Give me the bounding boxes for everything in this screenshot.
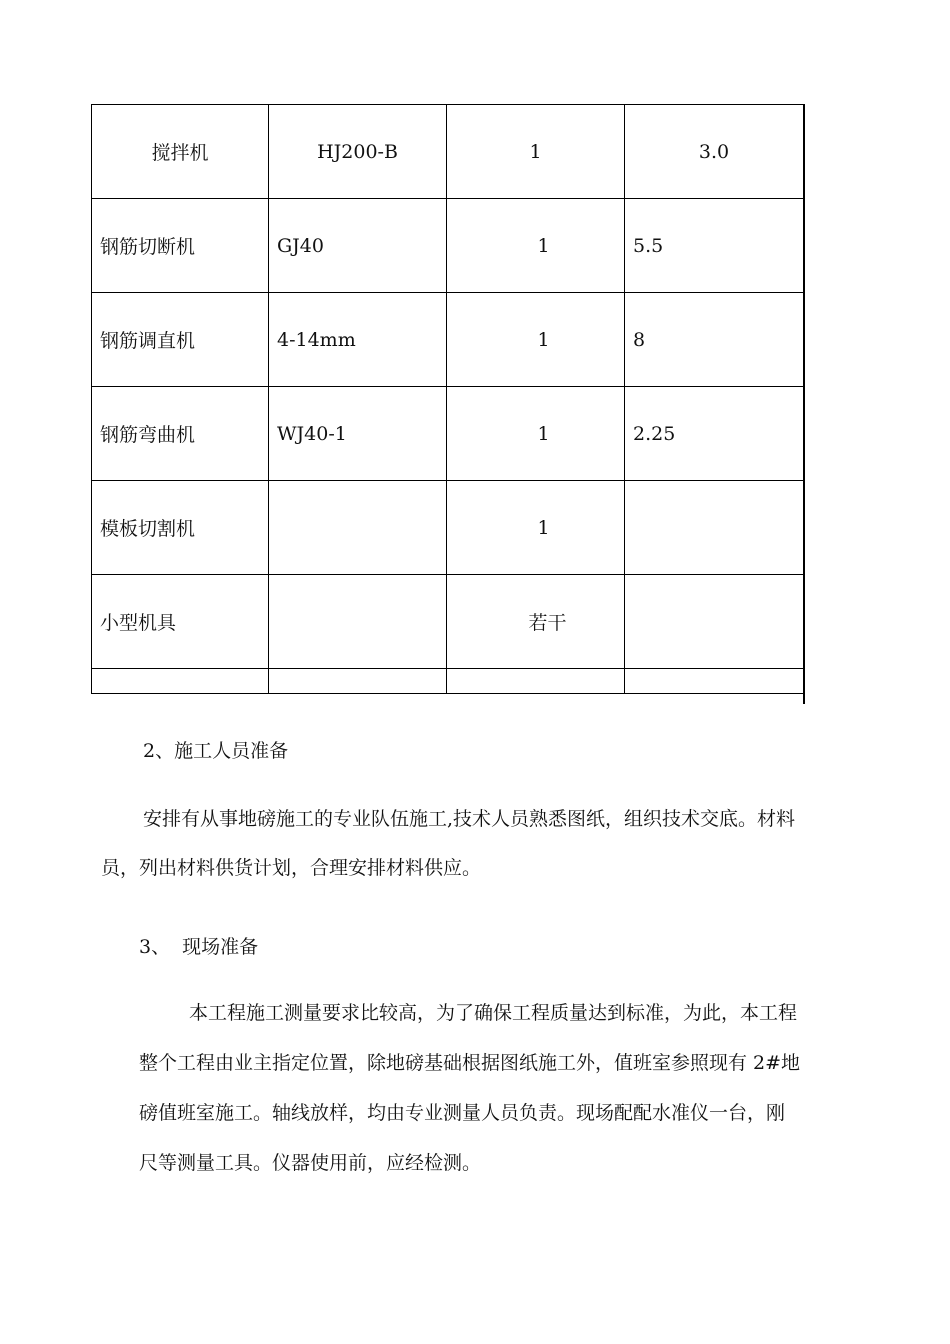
- equipment-model-cell: WJ40-1: [269, 387, 447, 481]
- equipment-model-cell: [269, 575, 447, 669]
- empty-cell: [269, 669, 447, 694]
- equipment-qty-cell: 1: [447, 199, 625, 293]
- section-3-paragraph-line: 磅值班室施工。轴线放样，均由专业测量人员负责。现场配配水准仪一台，刚: [139, 1102, 786, 1124]
- table-row: [92, 293, 804, 387]
- table-right-border: [803, 104, 805, 704]
- table-row: [92, 199, 804, 293]
- equipment-name-cell: 小型机具: [92, 575, 269, 669]
- equipment-table: [91, 104, 804, 694]
- section-2-heading: 2、施工人员准备: [143, 740, 289, 762]
- equipment-name-cell: 钢筋切断机: [92, 199, 269, 293]
- equipment-qty-cell: 1: [447, 481, 625, 575]
- equipment-model-cell: [269, 481, 447, 575]
- section-2-paragraph-line: 员，列出材料供货计划，合理安排材料供应。: [101, 857, 482, 879]
- equipment-name-cell: 钢筋弯曲机: [92, 387, 269, 481]
- equipment-qty-cell: 1: [447, 387, 625, 481]
- equipment-power-cell: 2.25: [625, 387, 804, 481]
- empty-cell: [625, 669, 804, 694]
- table-row: [92, 575, 804, 669]
- equipment-model-cell: GJ40: [269, 199, 447, 293]
- equipment-power-cell: 3.0: [625, 105, 804, 199]
- equipment-power-cell: [625, 575, 804, 669]
- equipment-name-cell: 钢筋调直机: [92, 293, 269, 387]
- equipment-qty-cell: 1: [447, 105, 625, 199]
- empty-cell: [447, 669, 625, 694]
- table-row: [92, 387, 804, 481]
- equipment-name-cell: 搅拌机: [92, 105, 269, 199]
- equipment-model-cell: 4-14mm: [269, 293, 447, 387]
- equipment-model-cell: HJ200-B: [269, 105, 447, 199]
- empty-cell: [92, 669, 269, 694]
- section-2-paragraph-line: 安排有从事地磅施工的专业队伍施工,技术人员熟悉图纸，组织技术交底。材料: [143, 808, 796, 830]
- table-row: [92, 481, 804, 575]
- table-row: [92, 669, 804, 694]
- section-3-paragraph-line: 尺等测量工具。仪器使用前，应经检测。: [139, 1152, 482, 1174]
- section-3-paragraph-line: 本工程施工测量要求比较高，为了确保工程质量达到标准，为此，本工程: [189, 1002, 798, 1024]
- section-3-heading: 3、 现场准备: [139, 936, 259, 958]
- equipment-power-cell: [625, 481, 804, 575]
- table-row: [92, 105, 804, 199]
- equipment-power-cell: 5.5: [625, 199, 804, 293]
- section-3-paragraph-line: 整个工程由业主指定位置，除地磅基础根据图纸施工外，值班室参照现有 2#地: [139, 1052, 801, 1074]
- equipment-qty-cell: 1: [447, 293, 625, 387]
- equipment-power-cell: 8: [625, 293, 804, 387]
- equipment-qty-cell: 若干: [447, 575, 625, 669]
- equipment-name-cell: 模板切割机: [92, 481, 269, 575]
